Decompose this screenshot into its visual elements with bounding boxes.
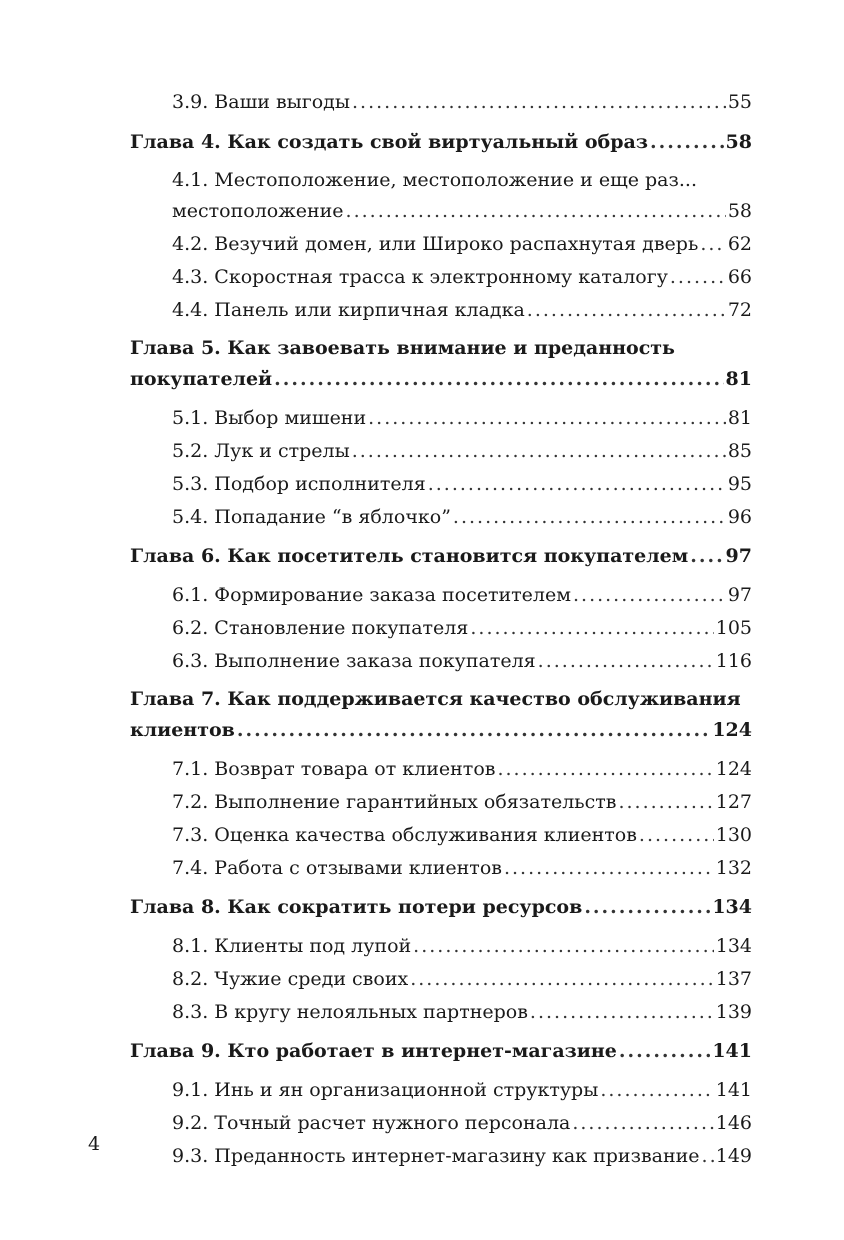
toc-chapter-page: 134 [712,896,752,918]
toc-entry-page: 55 [727,91,752,113]
dot-leader [413,930,714,963]
toc-entry-title: 7.1. Возврат товара от клиентов [172,758,496,780]
dot-leader [368,402,726,435]
toc-entry-title: 3.9. Ваши выгоды [172,91,350,113]
toc-entry-page: 146 [715,1112,752,1134]
toc-chapter [130,540,752,573]
dot-leader [618,786,713,819]
page-number: 4 [88,1133,101,1155]
toc-entry-page: 105 [715,617,752,639]
toc-entry-title: 9.1. Инь и ян организационной структуры [172,1079,599,1101]
dot-leader [538,645,714,678]
dot-leader [497,753,713,786]
toc-entry-page: 139 [715,1001,752,1023]
toc-chapter-page: 58 [725,131,752,153]
toc-entry-page: 124 [715,758,752,780]
toc-chapter [130,891,752,924]
table-of-contents [130,86,752,1173]
toc-entry-title: 4.4. Панель или кирпичная кладка [172,299,525,321]
toc-entry-title: 8.3. В кругу нелояльных партнеров [172,1001,528,1023]
toc-entry-page: 137 [715,968,752,990]
toc-entry-title: 7.2. Выполнение гарантийных обязательств [172,791,617,813]
toc-entry-page: 127 [715,791,752,813]
toc-entry-page: 85 [727,440,752,462]
toc-entry-page: 132 [715,857,752,879]
toc-entry-title: 6.2. Становление покупателя [172,617,469,639]
dot-leader [470,612,713,645]
toc-chapter [130,1035,752,1068]
toc-chapter [130,714,752,747]
toc-entry-page: 149 [715,1145,752,1167]
toc-entry-title: 9.2. Точный расчет нужного персонала [172,1112,571,1134]
toc-entry-title: 4.2. Везучий домен, или Широко распахнутая дверь [172,233,699,255]
toc-entry-page: 116 [715,650,752,672]
toc-chapter-page: 81 [725,368,752,390]
dot-leader [453,501,726,534]
toc-entry [130,261,752,294]
toc-entry [130,501,752,534]
toc-entry-title: 5.1. Выбор мишени [172,407,367,429]
toc-entry-title: 5.3. Подбор исполнителя [172,473,426,495]
toc-entry-page: 141 [715,1079,752,1101]
dot-leader [352,435,726,468]
toc-entry-page: 130 [715,824,752,846]
dot-leader [274,363,723,396]
dot-leader [600,1074,713,1107]
toc-entry [130,645,752,678]
toc-entry [130,579,752,612]
toc-chapter-title: Глава 8. Как сократить потери ресурсов [130,896,583,918]
toc-entry [130,86,752,119]
toc-entry-page: 97 [727,584,752,606]
dot-leader [572,1107,713,1140]
dot-leader [346,195,726,228]
dot-leader [237,714,710,747]
toc-chapter-title: покупателей [130,368,273,390]
toc-entry-page: 96 [727,506,752,528]
toc-chapter-page: 97 [725,545,752,567]
toc-entry [130,930,752,963]
dot-leader [573,579,726,612]
toc-entry-line1: 4.1. Местоположение, местоположение и еще раз... [172,169,697,191]
toc-entry [130,1140,752,1173]
dot-leader [527,294,726,327]
toc-entry [130,294,752,327]
toc-chapter-page: 124 [712,719,752,741]
toc-entry [130,996,752,1029]
toc-entry [130,852,752,885]
dot-leader [584,891,710,924]
toc-chapter [130,126,752,159]
dot-leader [650,126,724,159]
dot-leader [639,819,714,852]
toc-chapter-line1: Глава 7. Как поддерживается качество обслуживания [130,688,741,710]
dot-leader [619,1035,710,1068]
toc-entry-title: 5.4. Попадание “в яблочко” [172,506,451,528]
toc-chapter-title: Глава 6. Как посетитель становится покупателем [130,545,689,567]
toc-entry-page: 58 [727,200,752,222]
toc-entry-title: 4.3. Скоростная трасса к электронному каталогу [172,266,668,288]
toc-entry [130,468,752,501]
toc-entry [130,195,752,228]
toc-entry-title: 7.4. Работа с отзывами клиентов [172,857,502,879]
toc-entry-title: местоположение [172,200,344,222]
dot-leader [410,963,714,996]
toc-entry-title: 8.1. Клиенты под лупой [172,935,412,957]
toc-chapter-title: клиентов [130,719,235,741]
toc-entry-page: 66 [727,266,752,288]
toc-chapter [130,363,752,396]
toc-entry-title: 5.2. Лук и стрелы [172,440,350,462]
dot-leader [690,540,723,573]
toc-entry-title: 9.3. Преданность интернет-магазину как призвание [172,1145,700,1167]
dot-leader [352,86,726,119]
toc-entry [130,1074,752,1107]
dot-leader [700,228,726,261]
toc-entry [130,963,752,996]
toc-entry-title: 7.3. Оценка качества обслуживания клиентов [172,824,637,846]
toc-entry [130,228,752,261]
toc-entry [130,819,752,852]
toc-entry [130,435,752,468]
toc-entry [130,1107,752,1140]
toc-entry-page: 95 [727,473,752,495]
dot-leader [504,852,714,885]
toc-entry [130,612,752,645]
toc-chapter-title: Глава 4. Как создать свой виртуальный образ [130,131,648,153]
toc-entry-title: 6.1. Формирование заказа посетителем [172,584,571,606]
dot-leader [702,1140,714,1173]
toc-entry [130,402,752,435]
toc-entry [130,786,752,819]
toc-entry-title: 6.3. Выполнение заказа покупателя [172,650,536,672]
toc-entry-page: 134 [715,935,752,957]
toc-entry-page: 62 [727,233,752,255]
toc-chapter-page: 141 [712,1040,752,1062]
toc-chapter-line1: Глава 5. Как завоевать внимание и преданность [130,337,675,359]
toc-entry [130,753,752,786]
dot-leader [670,261,726,294]
toc-entry-page: 81 [727,407,752,429]
dot-leader [530,996,714,1029]
toc-entry-page: 72 [727,299,752,321]
toc-chapter-title: Глава 9. Кто работает в интернет-магазине [130,1040,617,1062]
toc-entry-title: 8.2. Чужие среди своих [172,968,409,990]
dot-leader [428,468,726,501]
